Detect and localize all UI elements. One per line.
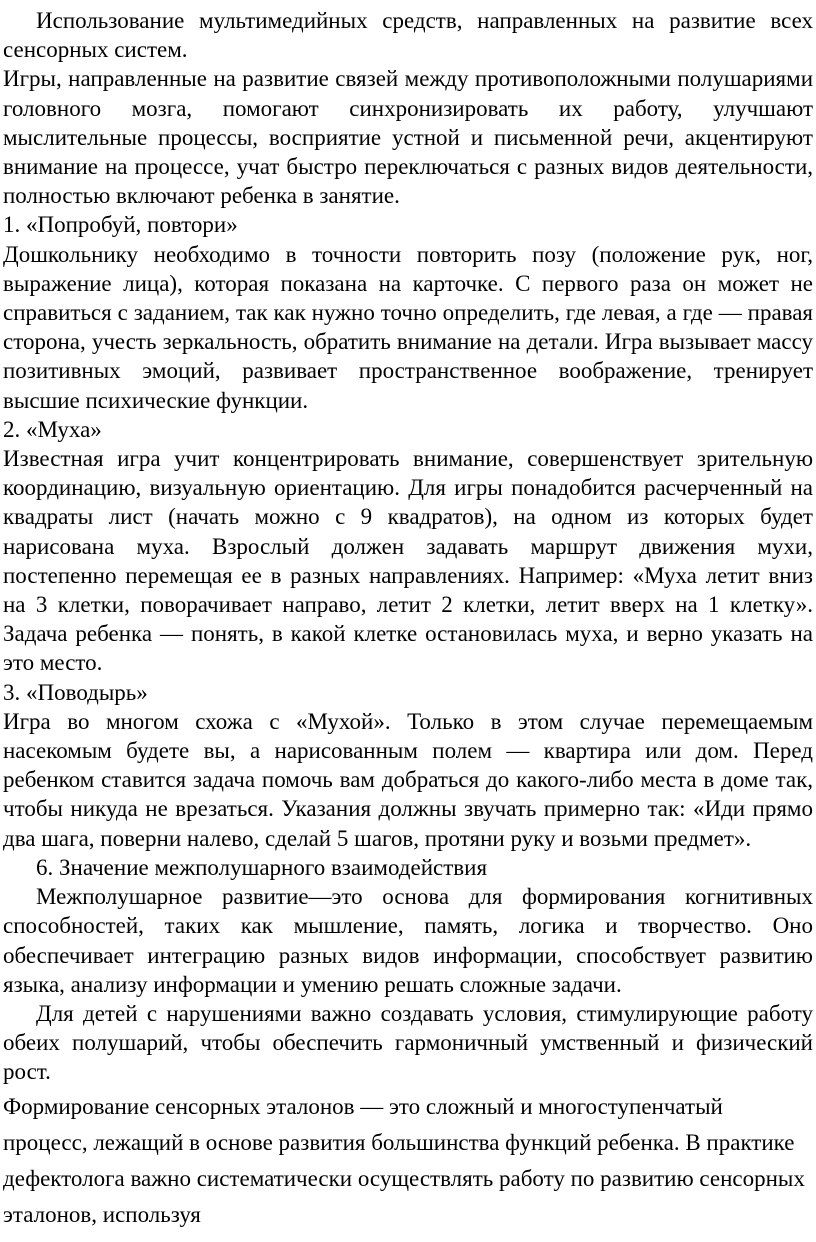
intro-heading: Использование мультимедийных средств, направленных на развитие всех сенсорных систем. — [3, 8, 813, 63]
game-1-title: 1. «Попробуй, повтори» — [3, 212, 238, 238]
section-6-heading: 6. Значение межполушарного взаимодействия — [36, 854, 488, 880]
game-3-text: Игра во многом схожа с «Мухой». Только в этом случае перемещаемым насекомым будете вы, а нарисованным полем — квартира или дом. Перед ребенком ставится задача помочь вам добраться до какого-либо места в доме так, чтобы никуда не врезаться. Указания должны звучать примерно так: «Иди прямо два шага, поверни налево, сделай 5 шагов, протяни руку и возьми предмет». — [3, 708, 813, 851]
game-2-title: 2. «Муха» — [3, 416, 102, 442]
closing-paragraph: Формирование сенсорных эталонов — это сложный и многоступенчатый процесс, лежащий в основе развития большинства функций ребенка. В практике дефектолога важно систематически осуществлять работу по развитию сенсорных эталонов, используя — [3, 1093, 805, 1227]
game-2-text: Известная игра учит концентрировать внимание, совершенствует зрительную координацию, визуальную ориентацию. Для игры понадобится расчерченный на квадраты лист (начать можно с 9 квадратов), на одном из которых будет нарисована муха. Взрослый должен задавать маршрут движения мухи, постепенно перемещая ее в разных направлениях. Например: «Муха летит вниз на 3 клетки, поворачивает направо, летит 2 клетки, летит вверх на 1 клетку». Задача ребенка — понять, в какой клетке остановилась муха, и верно указать на это место. — [3, 446, 813, 676]
game-1-text: Дошкольнику необходимо в точности повторить позу (положение рук, ног, выражение лица), которая показана на карточке. С первого раза он может не справиться с заданием, так как нужно точно определить, где левая, а где — правая сторона, учесть зеркальность, обратить внимание на детали. Игра вызывает массу позитивных эмоций, развивает пространственное воображение, тренирует высшие психические функции. — [3, 241, 813, 413]
section-6-paragraph-1: Межполушарное развитие—это основа для формирования когнитивных способностей, таких как мышление, память, логика и творчество. Оно обеспечивает интеграцию разных видов информации, способствует развитию языка, анализу информации и умению решать сложные задачи. — [3, 884, 813, 997]
section-6-paragraph-2: Для детей с нарушениями важно создавать условия, стимулирующие работу обеих полушарий, чтобы обеспечить гармоничный умственный и физический рост. — [3, 1000, 813, 1085]
game-3-title: 3. «Поводырь» — [3, 679, 148, 705]
intro-paragraph: Игры, направленные на развитие связей между противоположными полушариями головного мозга, помогают синхронизировать их работу, улучшают мыслительные процессы, восприятие устной и письменной речи, акцентируют внимание на процессе, учат быстро переключаться с разных видов деятельности, полностью включают ребенка в занятие. — [3, 66, 813, 209]
